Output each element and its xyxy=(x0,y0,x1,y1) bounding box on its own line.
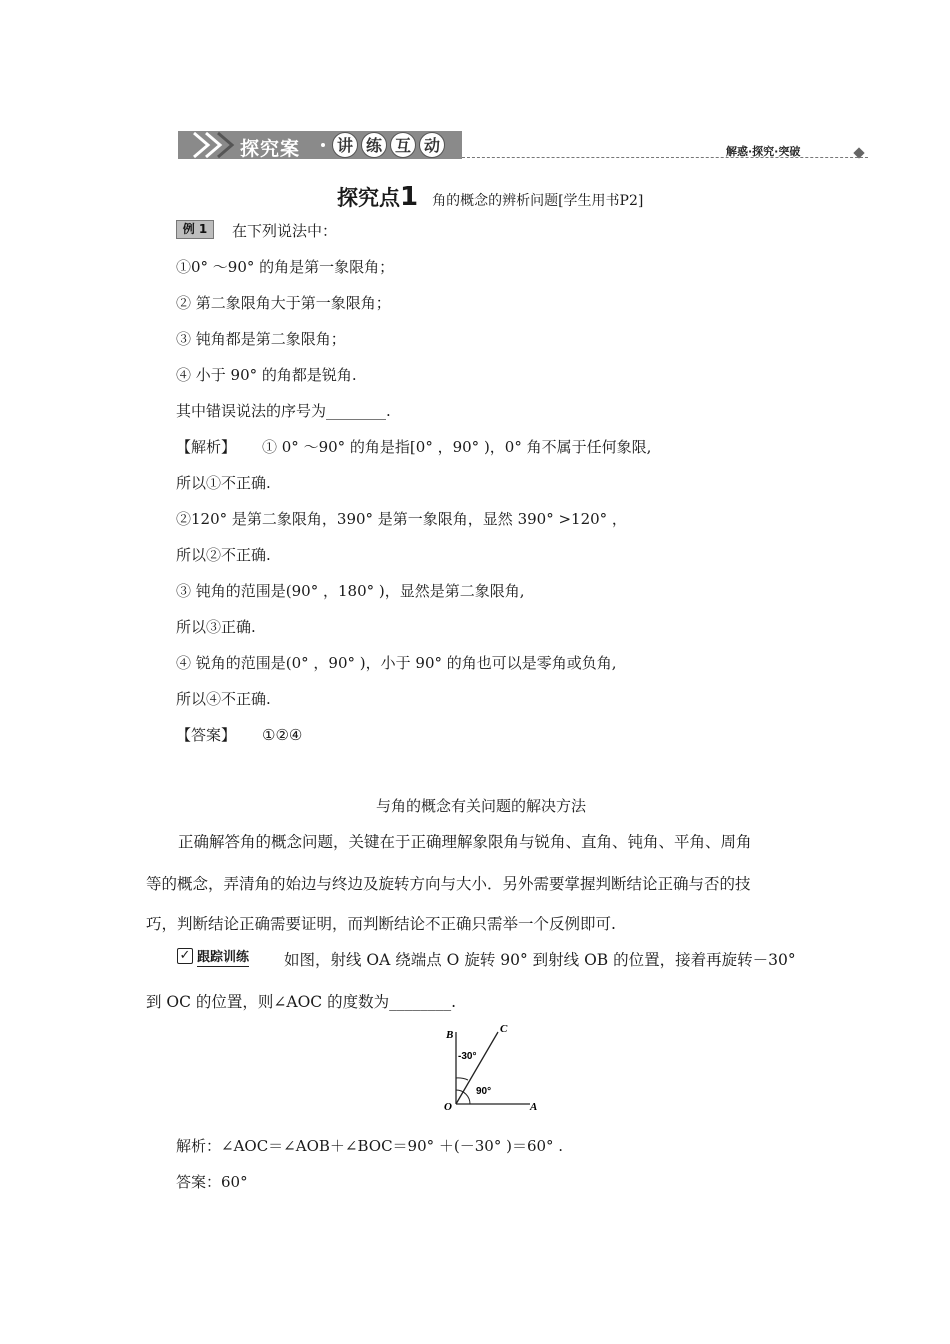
follow-up-line: 到 OC 的位置，则∠AOC 的度数为________. xyxy=(146,993,457,1011)
label-a: A xyxy=(530,1101,538,1113)
solution-line: 所以③正确. xyxy=(176,618,256,636)
solution-line: 所以①不正确. xyxy=(176,474,271,492)
banner-pill: 动 xyxy=(419,132,445,158)
example-line: 其中错误说法的序号为________. xyxy=(176,402,391,420)
follow-up-badge xyxy=(177,946,249,966)
banner-dot xyxy=(321,143,325,147)
follow-up-line: 如图，射线 OA 绕端点 O 旋转 90° 到射线 OB 的位置，接着再旋转－30° xyxy=(284,951,796,969)
solution-line: ④ 锐角的范围是(0° ，90° )，小于 90° 的角也可以是零角或负角, xyxy=(176,654,617,672)
banner-pill: 互 xyxy=(390,132,416,158)
follow-up-badge-label: 跟踪训练 xyxy=(197,946,249,967)
double-chevron-icon xyxy=(188,130,240,160)
example-line: ④ 小于 90° 的角都是锐角. xyxy=(176,366,357,384)
solution-line: 所以②不正确. xyxy=(176,546,271,564)
solution-line: ③ 钝角的范围是(90° ，180° )，显然是第二象限角, xyxy=(176,582,525,600)
label-b: B xyxy=(446,1029,454,1041)
label-c: C xyxy=(500,1023,508,1035)
arc-neg30 xyxy=(456,1078,468,1080)
answer-value: ①②④ xyxy=(262,726,303,744)
label-90: 90° xyxy=(476,1086,492,1097)
banner-pill: 讲 xyxy=(332,132,358,158)
solution-tag: 【解析】 xyxy=(176,438,237,456)
solution-line: 所以④不正确. xyxy=(176,690,271,708)
label-o: O xyxy=(444,1101,452,1113)
section-title xyxy=(337,182,643,212)
method-line: 正确解答角的概念问题，关键在于正确理解象限角与锐角、直角、钝角、平角、周角 xyxy=(178,833,752,851)
analysis-line: 解析：∠AOC＝∠AOB＋∠BOC＝90° ＋(－30° )＝60° . xyxy=(176,1137,564,1155)
label-neg30: -30° xyxy=(458,1051,477,1062)
example-line: ①0° ～90° 的角是第一象限角； xyxy=(176,258,395,276)
section-subtitle: 角的概念的辨析问题[学生用书P2] xyxy=(432,193,644,209)
banner-pills xyxy=(332,132,445,158)
answer-tag: 【答案】 xyxy=(176,726,237,744)
header-right-text: 解惑·探究·突破 xyxy=(726,145,801,158)
solution-line: ① 0° ～90° 的角是指[0° ，90° )，0° 角不属于任何象限, xyxy=(262,438,652,456)
header-rule xyxy=(462,157,868,158)
solution-line: ②120° 是第二象限角，390° 是第一象限角，显然 390° >120° ， xyxy=(176,510,627,528)
section-number: 1 xyxy=(400,182,419,212)
banner-pill: 练 xyxy=(361,132,387,158)
final-answer: 答案：60° xyxy=(176,1173,248,1191)
arc-90 xyxy=(456,1090,470,1104)
example-line: 在下列说法中： xyxy=(232,222,338,240)
header-banner xyxy=(178,129,462,161)
section-title-text: 探究点 xyxy=(337,186,400,210)
angle-figure xyxy=(430,1018,550,1118)
check-icon: ✓ xyxy=(177,948,193,964)
method-line: 巧，判断结论正确需要证明，而判断结论不正确只需举一个反例即可. xyxy=(146,915,616,933)
example-line: ② 第二象限角大于第一象限角； xyxy=(176,294,391,312)
method-line: 等的概念，弄清角的始边与终边及旋转方向与大小．另外需要掌握判断结论正确与否的技 xyxy=(146,875,751,893)
example-line: ③ 钝角都是第二象限角； xyxy=(176,330,346,348)
example-badge: 例 1 xyxy=(176,220,214,239)
banner-title: 探究案 xyxy=(240,138,301,160)
method-title: 与角的概念有关问题的解决方法 xyxy=(376,797,587,815)
